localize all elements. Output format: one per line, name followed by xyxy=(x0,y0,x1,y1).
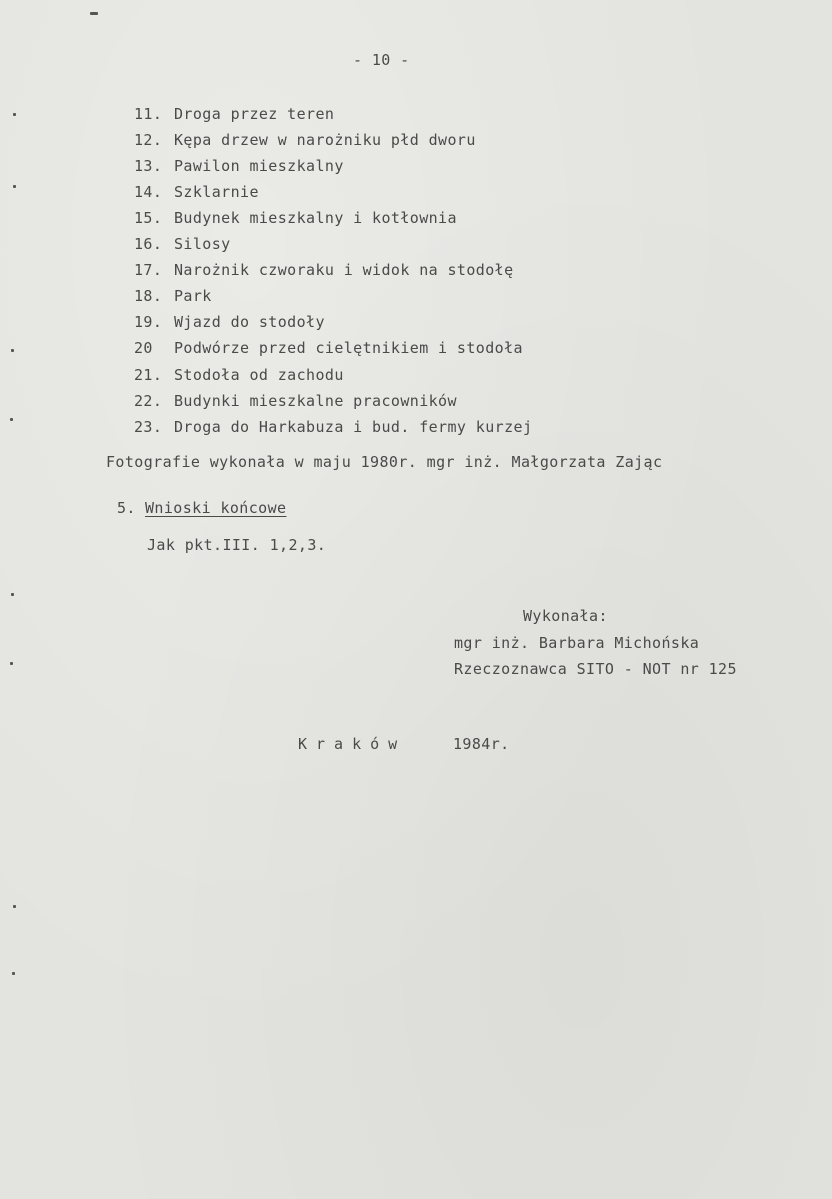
list-item-text: Szklarnie xyxy=(174,183,259,201)
list-item-number: 17. xyxy=(134,261,163,279)
list-item-text: Narożnik czworaku i widok na stodołę xyxy=(174,261,514,279)
list-item-text: Wjazd do stodoły xyxy=(174,313,325,331)
scan-mark xyxy=(13,905,16,908)
list-item xyxy=(134,211,457,226)
list-item xyxy=(134,159,344,174)
list-item xyxy=(134,315,325,330)
scan-mark xyxy=(13,113,16,116)
signature-name: mgr inż. Barbara Michońska xyxy=(454,634,700,652)
list-item xyxy=(134,263,514,278)
page-number: - 10 - xyxy=(353,51,410,69)
list-item-number: 15. xyxy=(134,209,163,227)
list-item-text: Park xyxy=(174,287,212,305)
scan-mark xyxy=(10,662,13,665)
section-body: Jak pkt.III. 1,2,3. xyxy=(147,536,327,554)
list-item-number: 23. xyxy=(134,418,163,436)
list-item-text: Droga do Harkabuza i bud. fermy kurzej xyxy=(174,418,533,436)
list-item-number: 20 xyxy=(134,339,153,357)
list-item-text: Kępa drzew w narożniku płd dworu xyxy=(174,131,476,149)
list-item-number: 21. xyxy=(134,366,163,384)
scan-mark xyxy=(11,349,14,352)
footer-year: 1984r. xyxy=(453,735,510,753)
list-item-number: 13. xyxy=(134,157,163,175)
photo-credit: Fotografie wykonała w maju 1980r. mgr inż. Małgorzata Zając xyxy=(106,453,663,471)
footer-city: Kraków xyxy=(298,735,407,753)
list-item-text: Budynki mieszkalne pracowników xyxy=(174,392,457,410)
scan-mark xyxy=(13,185,16,188)
signature-label: Wykonała: xyxy=(523,607,608,625)
list-item xyxy=(134,420,532,435)
list-item-text: Pawilon mieszkalny xyxy=(174,157,344,175)
scan-mark xyxy=(10,418,13,421)
section-number: 5. xyxy=(117,499,136,517)
scan-mark xyxy=(11,593,14,596)
list-item-number: 18. xyxy=(134,287,163,305)
section-title: Wnioski końcowe xyxy=(145,499,287,517)
list-item-text: Droga przez teren xyxy=(174,105,335,123)
list-item xyxy=(134,133,476,148)
list-item xyxy=(134,394,457,409)
list-item xyxy=(134,107,334,122)
list-item-number: 14. xyxy=(134,183,163,201)
list-item-number: 12. xyxy=(134,131,163,149)
scan-mark xyxy=(12,972,15,975)
list-item-number: 16. xyxy=(134,235,163,253)
list-item xyxy=(134,237,231,252)
list-item-number: 19. xyxy=(134,313,163,331)
list-item-text: Stodoła od zachodu xyxy=(174,366,344,384)
list-item xyxy=(134,185,259,200)
list-item xyxy=(134,341,523,356)
list-item-number: 22. xyxy=(134,392,163,410)
scan-mark xyxy=(90,12,98,15)
list-item-text: Podwórze przed cielętnikiem i stodoła xyxy=(174,339,523,357)
list-item xyxy=(134,289,212,304)
signature-role: Rzeczoznawca SITO - NOT nr 125 xyxy=(454,660,737,678)
list-item xyxy=(134,368,344,383)
section-heading xyxy=(117,501,286,516)
list-item-number: 11. xyxy=(134,105,163,123)
list-item-text: Budynek mieszkalny i kotłownia xyxy=(174,209,457,227)
list-item-text: Silosy xyxy=(174,235,231,253)
